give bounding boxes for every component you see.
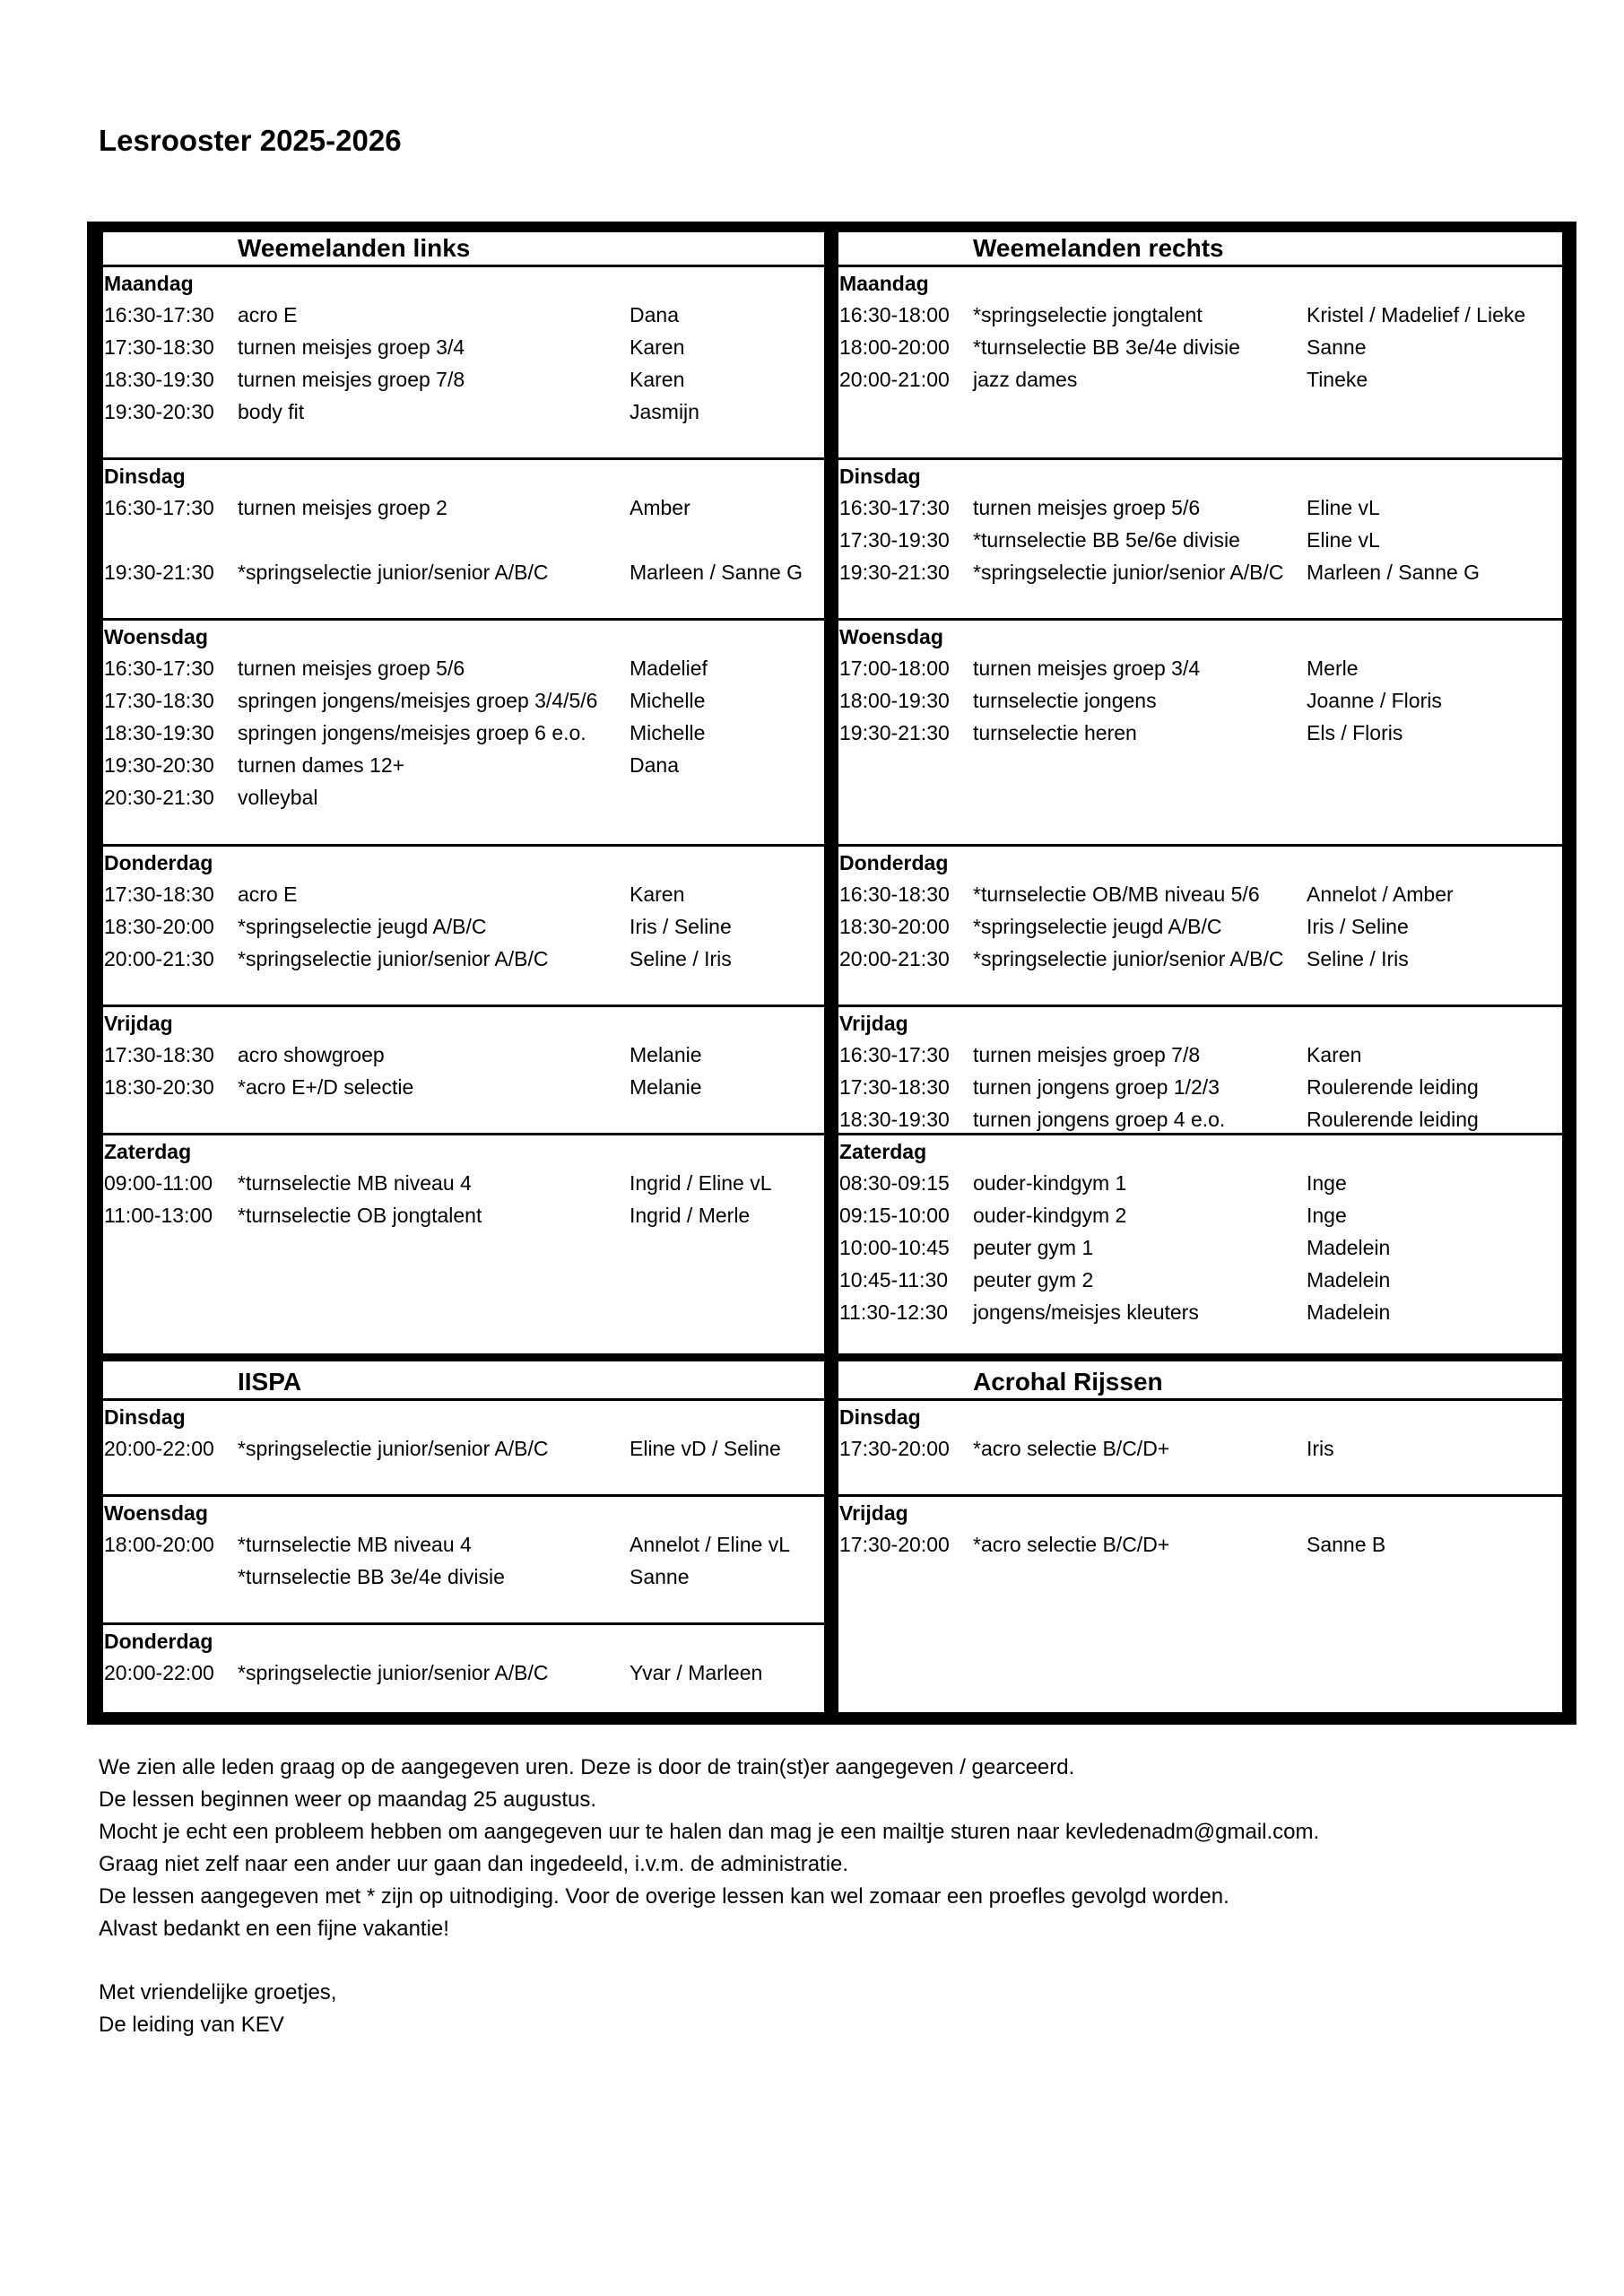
time: 19:30-21:30 xyxy=(104,561,214,584)
day-block-woensdag xyxy=(103,621,824,847)
trainer: Melanie xyxy=(630,1075,702,1099)
schedule-row xyxy=(103,396,824,428)
time: 17:30-18:30 xyxy=(104,883,214,906)
schedule-row xyxy=(838,1167,1562,1199)
time: 18:30-20:30 xyxy=(104,1075,214,1099)
day-name: Vrijdag xyxy=(839,1501,908,1525)
time: 17:30-19:30 xyxy=(839,528,950,552)
left-column xyxy=(103,232,824,1712)
schedule-row xyxy=(103,1071,824,1103)
trainer: Inge xyxy=(1307,1171,1347,1195)
day-name: Dinsdag xyxy=(104,465,186,488)
time: 17:30-20:00 xyxy=(839,1437,950,1460)
schedule-row xyxy=(838,331,1562,363)
trainer: Merle xyxy=(1307,657,1359,680)
lesson: turnen meisjes groep 3/4 xyxy=(238,335,465,359)
lesson: *springselectie jeugd A/B/C xyxy=(973,915,1222,938)
schedule-row xyxy=(103,299,824,331)
trainer: Sanne B xyxy=(1307,1533,1386,1556)
time: 18:30-20:00 xyxy=(839,915,950,938)
schedule-row xyxy=(838,1528,1562,1561)
lesson: *turnselectie BB 5e/6e divisie xyxy=(973,528,1240,552)
footer-line: Mocht je echt een probleem hebben om aangegeven uur te halen dan mag je een mailtje sturen naar kevledenadm@gmail.com. xyxy=(99,1820,1320,1844)
schedule-row xyxy=(838,910,1562,943)
trainer: Amber xyxy=(630,496,690,519)
trainer: Sanne xyxy=(630,1565,690,1588)
schedule-row xyxy=(103,943,824,975)
schedule-row xyxy=(103,1039,824,1071)
lesson: *acro selectie B/C/D+ xyxy=(973,1437,1170,1460)
lesson: acro E xyxy=(238,303,298,326)
schedule-row xyxy=(103,717,824,749)
lesson: acro showgroep xyxy=(238,1043,385,1066)
time: 17:30-18:30 xyxy=(104,689,214,712)
day-block-zaterdag xyxy=(838,1135,1562,1351)
time: 16:30-17:30 xyxy=(104,496,214,519)
section-header-acrohal-rijssen xyxy=(838,1366,1562,1401)
day-block-dinsdag xyxy=(103,460,824,621)
page-title: Lesrooster 2025-2026 xyxy=(99,124,402,157)
schedule-row xyxy=(103,781,824,813)
time: 16:30-17:30 xyxy=(104,303,214,326)
schedule-row xyxy=(838,491,1562,524)
schedule-row xyxy=(838,878,1562,910)
trainer: Joanne / Floris xyxy=(1307,689,1442,712)
day-block-zaterdag xyxy=(103,1135,824,1351)
time: 18:30-19:30 xyxy=(104,368,214,391)
day-block-maandag xyxy=(103,267,824,460)
block-divider xyxy=(838,1353,1562,1361)
time: 09:00-11:00 xyxy=(104,1171,213,1195)
time: 18:00-19:30 xyxy=(839,689,950,712)
trainer: Eline vD / Seline xyxy=(630,1437,781,1460)
signature: De leiding van KEV xyxy=(99,2013,284,2037)
schedule-row xyxy=(838,556,1562,588)
time: 16:30-18:00 xyxy=(839,303,950,326)
time: 19:30-21:30 xyxy=(839,721,950,744)
lesson: turnen jongens groep 1/2/3 xyxy=(973,1075,1220,1099)
lesson: *acro selectie B/C/D+ xyxy=(973,1533,1170,1556)
day-block-dinsdag xyxy=(838,460,1562,621)
lesson: turnen meisjes groep 7/8 xyxy=(973,1043,1201,1066)
trainer: Madelein xyxy=(1307,1300,1391,1324)
lesson: *acro E+/D selectie xyxy=(238,1075,414,1099)
schedule-row xyxy=(103,491,824,524)
trainer: Annelot / Amber xyxy=(1307,883,1454,906)
schedule-row xyxy=(103,910,824,943)
lesson: turnen meisjes groep 5/6 xyxy=(238,657,465,680)
time: 16:30-17:30 xyxy=(104,657,214,680)
lesson: turnen meisjes groep 2 xyxy=(238,496,447,519)
lesson: *turnselectie MB niveau 4 xyxy=(238,1171,472,1195)
time: 17:30-20:00 xyxy=(839,1533,950,1556)
time: 10:00-10:45 xyxy=(839,1236,950,1259)
trainer: Yvar / Marleen xyxy=(630,1661,763,1684)
trainer: Seline / Iris xyxy=(630,947,732,970)
lesson: jongens/meisjes kleuters xyxy=(973,1300,1199,1324)
trainer: Karen xyxy=(630,883,685,906)
day-block-maandag xyxy=(838,267,1562,460)
trainer: Iris / Seline xyxy=(630,915,732,938)
section-title: Acrohal Rijssen xyxy=(973,1368,1163,1396)
trainer: Inge xyxy=(1307,1204,1347,1227)
section-title: IISPA xyxy=(238,1368,302,1396)
time: 18:30-20:00 xyxy=(104,915,214,938)
day-name: Woensdag xyxy=(104,1501,208,1525)
lesson: springen jongens/meisjes groep 6 e.o. xyxy=(238,721,586,744)
footer-notes xyxy=(99,1752,1319,1945)
lesson: acro E xyxy=(238,883,298,906)
schedule-row xyxy=(838,1296,1562,1328)
day-name: Donderdag xyxy=(839,851,949,874)
day-name: Woensdag xyxy=(839,625,943,648)
trainer: Roulerende leiding xyxy=(1307,1108,1479,1131)
day-block-woensdag xyxy=(103,1497,824,1625)
schedule-row xyxy=(838,1432,1562,1465)
section-header-weemelanden-links xyxy=(103,232,824,267)
time: 20:30-21:30 xyxy=(104,786,214,809)
right-column xyxy=(838,232,1562,1712)
time: 18:30-19:30 xyxy=(104,721,214,744)
time: 17:30-18:30 xyxy=(104,1043,214,1066)
trainer: Iris / Seline xyxy=(1307,915,1409,938)
time: 17:30-18:30 xyxy=(104,335,214,359)
lesson: *springselectie junior/senior A/B/C xyxy=(238,1661,549,1684)
lesson: *springselectie junior/senior A/B/C xyxy=(973,947,1284,970)
lesson: *springselectie jeugd A/B/C xyxy=(238,915,487,938)
day-block-donderdag xyxy=(103,847,824,1007)
schedule-row xyxy=(838,652,1562,684)
lesson: *turnselectie OB/MB niveau 5/6 xyxy=(973,883,1260,906)
schedule-row xyxy=(838,299,1562,331)
day-name: Dinsdag xyxy=(839,465,921,488)
day-block-vrijdag xyxy=(103,1007,824,1135)
time: 16:30-17:30 xyxy=(839,496,950,519)
footer-line: De lessen beginnen weer op maandag 25 augustus. xyxy=(99,1787,597,1812)
day-name: Donderdag xyxy=(104,851,213,874)
time: 18:00-20:00 xyxy=(839,335,950,359)
lesson: *turnselectie OB jongtalent xyxy=(238,1204,482,1227)
schedule-row xyxy=(103,684,824,717)
trainer: Melanie xyxy=(630,1043,702,1066)
time: 11:00-13:00 xyxy=(104,1204,213,1227)
time: 20:00-22:00 xyxy=(104,1437,214,1460)
time: 17:30-18:30 xyxy=(839,1075,950,1099)
block-divider xyxy=(103,1353,824,1361)
schedule-row xyxy=(838,684,1562,717)
day-block-vrijdag xyxy=(838,1497,1562,1712)
signature-block xyxy=(99,1977,336,2041)
lesson: turnen meisjes groep 5/6 xyxy=(973,496,1201,519)
lesson: turnselectie heren xyxy=(973,721,1137,744)
trainer: Annelot / Eline vL xyxy=(630,1533,791,1556)
day-block-dinsdag xyxy=(838,1401,1562,1497)
trainer: Ingrid / Merle xyxy=(630,1204,751,1227)
time: 18:30-19:30 xyxy=(839,1108,950,1131)
day-name: Vrijdag xyxy=(839,1012,908,1035)
day-block-vrijdag xyxy=(838,1007,1562,1135)
trainer: Eline vL xyxy=(1307,528,1380,552)
lesson: ouder-kindgym 1 xyxy=(973,1171,1127,1195)
day-block-donderdag xyxy=(838,847,1562,1007)
lesson: *springselectie junior/senior A/B/C xyxy=(238,1437,549,1460)
time: 19:30-20:30 xyxy=(104,753,214,777)
time: 19:30-20:30 xyxy=(104,400,214,423)
trainer: Karen xyxy=(630,368,685,391)
lesson: turnselectie jongens xyxy=(973,689,1157,712)
time: 16:30-17:30 xyxy=(839,1043,950,1066)
schedule-row xyxy=(838,1199,1562,1231)
trainer: Tineke xyxy=(1307,368,1368,391)
footer-line: Alvast bedankt en een fijne vakantie! xyxy=(99,1917,449,1941)
schedule-row xyxy=(838,524,1562,556)
lesson: turnen meisjes groep 7/8 xyxy=(238,368,465,391)
trainer: Karen xyxy=(630,335,685,359)
schedule-row xyxy=(838,1264,1562,1296)
day-name: Vrijdag xyxy=(104,1012,173,1035)
lesson: springen jongens/meisjes groep 3/4/5/6 xyxy=(238,689,598,712)
lesson: *turnselectie BB 3e/4e divisie xyxy=(973,335,1240,359)
lesson: turnen jongens groep 4 e.o. xyxy=(973,1108,1226,1131)
lesson: volleybal xyxy=(238,786,318,809)
trainer: Madelein xyxy=(1307,1236,1391,1259)
time: 20:00-21:00 xyxy=(839,368,950,391)
time: 10:45-11:30 xyxy=(839,1268,949,1292)
day-name: Zaterdag xyxy=(839,1140,927,1163)
footer-line: De lessen aangegeven met * zijn op uitnodiging. Voor de overige lessen kan wel zomaar een proefles gevolgd worden. xyxy=(99,1884,1229,1909)
schedule-row xyxy=(838,1039,1562,1071)
trainer: Dana xyxy=(630,303,679,326)
day-name: Maandag xyxy=(104,272,194,295)
trainer: Eline vL xyxy=(1307,496,1380,519)
schedule-row xyxy=(103,878,824,910)
day-name: Woensdag xyxy=(104,625,208,648)
lesson: ouder-kindgym 2 xyxy=(973,1204,1127,1227)
footer-line: Graag niet zelf naar een ander uur gaan dan ingedeeld, i.v.m. de administratie. xyxy=(99,1852,849,1876)
lesson: peuter gym 1 xyxy=(973,1236,1094,1259)
time: 08:30-09:15 xyxy=(839,1171,950,1195)
day-block-dinsdag xyxy=(103,1401,824,1497)
schedule-row xyxy=(103,1199,824,1231)
trainer: Karen xyxy=(1307,1043,1362,1066)
time: 20:00-22:00 xyxy=(104,1661,214,1684)
trainer: Els / Floris xyxy=(1307,721,1403,744)
trainer: Roulerende leiding xyxy=(1307,1075,1479,1099)
time: 20:00-21:30 xyxy=(104,947,214,970)
lesson: *springselectie junior/senior A/B/C xyxy=(238,947,549,970)
schedule-row xyxy=(103,1561,824,1593)
trainer: Sanne xyxy=(1307,335,1367,359)
trainer: Madelein xyxy=(1307,1268,1391,1292)
lesson: *turnselectie BB 3e/4e divisie xyxy=(238,1565,505,1588)
lesson: *springselectie jongtalent xyxy=(973,303,1203,326)
day-block-woensdag xyxy=(838,621,1562,847)
greeting: Met vriendelijke groetjes, xyxy=(99,1980,337,2005)
schedule-row xyxy=(103,749,824,781)
schedule-row xyxy=(103,331,824,363)
schedule-row xyxy=(838,1103,1562,1135)
time: 11:30-12:30 xyxy=(839,1300,949,1324)
lesson: peuter gym 2 xyxy=(973,1268,1094,1292)
day-name: Maandag xyxy=(839,272,929,295)
schedule-row xyxy=(838,363,1562,396)
lesson: turnen dames 12+ xyxy=(238,753,405,777)
section-title: Weemelanden links xyxy=(238,234,471,262)
trainer: Kristel / Madelief / Lieke xyxy=(1307,303,1526,326)
trainer: Marleen / Sanne G xyxy=(1307,561,1481,584)
schedule-row xyxy=(103,1657,824,1689)
trainer: Ingrid / Eline vL xyxy=(630,1171,772,1195)
schedule-row xyxy=(838,1071,1562,1103)
day-name: Dinsdag xyxy=(839,1405,921,1429)
lesson: *springselectie junior/senior A/B/C xyxy=(973,561,1284,584)
schedule-row xyxy=(838,1231,1562,1264)
trainer: Michelle xyxy=(630,721,706,744)
schedule-row xyxy=(103,1432,824,1465)
time: 18:00-20:00 xyxy=(104,1533,214,1556)
section-header-weemelanden-rechts xyxy=(838,232,1562,267)
schedule-row xyxy=(103,1167,824,1199)
trainer: Dana xyxy=(630,753,679,777)
schedule-row xyxy=(103,1528,824,1561)
day-name: Zaterdag xyxy=(104,1140,192,1163)
day-block-donderdag xyxy=(103,1625,824,1712)
time: 09:15-10:00 xyxy=(839,1204,950,1227)
schedule-row xyxy=(103,363,824,396)
trainer: Marleen / Sanne G xyxy=(630,561,803,584)
trainer: Jasmijn xyxy=(630,400,699,423)
section-title: Weemelanden rechts xyxy=(973,234,1224,262)
schedule-row xyxy=(103,556,824,588)
footer-line: We zien alle leden graag op de aangegeven uren. Deze is door de train(st)er aangegeven / gearceerd. xyxy=(99,1755,1075,1779)
time: 17:00-18:00 xyxy=(839,657,950,680)
lesson: *springselectie junior/senior A/B/C xyxy=(238,561,549,584)
time: 19:30-21:30 xyxy=(839,561,950,584)
schedule-row xyxy=(103,652,824,684)
lesson: body fit xyxy=(238,400,305,423)
section-header-iispa xyxy=(103,1366,824,1401)
trainer: Seline / Iris xyxy=(1307,947,1409,970)
trainer: Iris xyxy=(1307,1437,1334,1460)
time: 20:00-21:30 xyxy=(839,947,950,970)
lesson: jazz dames xyxy=(973,368,1078,391)
lesson: *turnselectie MB niveau 4 xyxy=(238,1533,472,1556)
day-name: Donderdag xyxy=(104,1630,213,1653)
schedule-row xyxy=(838,943,1562,975)
schedule-row xyxy=(838,717,1562,749)
time: 16:30-18:30 xyxy=(839,883,950,906)
day-name: Dinsdag xyxy=(104,1405,186,1429)
lesson: turnen meisjes groep 3/4 xyxy=(973,657,1201,680)
trainer: Madelief xyxy=(630,657,708,680)
trainer: Michelle xyxy=(630,689,706,712)
